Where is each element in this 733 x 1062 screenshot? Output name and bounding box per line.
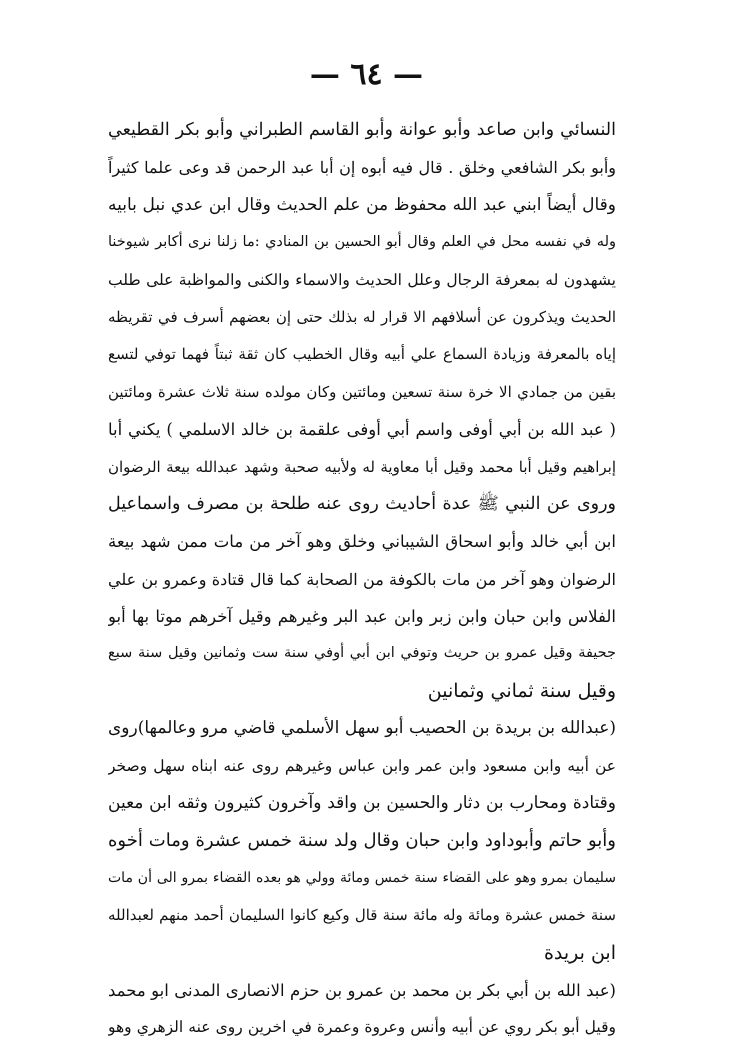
text-line: عن أبيه وابن مسعود وابن عمر وابن عباس وغيرهم روى عنه ابناه سهل وصخر xyxy=(108,756,616,775)
text-line: وأبو بكر الشافعي وخلق . قال فيه أبوه إن أبا عبد الرحمن قد وعى علما كثيراً xyxy=(108,158,616,178)
entry-heading-line: ( عبد الله بن أبي أوفى واسم أبي أوفى علقمة بن خالد الاسلمي ) يكني أبا xyxy=(108,420,616,440)
text-line: وله في نفسه محل في العلم وقال أبو الحسين بن المنادي :ما زلنا نرى أكابر شيوخنا xyxy=(108,234,616,251)
text-line: وقال أيضاً ابني عبد الله محفوظ من علم الحديث وقال ابن عدي نبل بابيه xyxy=(108,194,616,215)
page-number: — ٦٤ — xyxy=(309,57,424,92)
text-line: يشهدون له بمعرفة الرجال وعلل الحديث والاسماء والكنى والمواظبة على طلب xyxy=(108,270,616,289)
text-line: سنة خمس عشرة ومائة وله مائة سنة قال وكيع كانوا السليمان أحمد منهم لعبدالله xyxy=(108,906,616,925)
text-line: وأبو حاتم وأبوداود وابن حبان وقال ولد سنة خمس عشرة ومات أخوه xyxy=(108,830,616,852)
text-line: الرضوان وهو آخر من مات بالكوفة من الصحابة كما قال قتادة وعمرو بن علي xyxy=(108,569,616,589)
entry-heading-line: (عبد الله بن أبي بكر بن محمد بن عمرو بن حزم الانصارى المدنى ابو محمد xyxy=(108,980,616,1000)
text-line: وقيل أبو بكر روي عن أبيه وأنس وعروة وعمرة في اخرين روى عنه الزهري وهو xyxy=(108,1018,616,1037)
text-line: وروى عن النبي ﷺ عدة أحاديث روى عنه طلحة بن مصرف واسماعيل xyxy=(108,493,616,514)
text-line: بقين من جمادي الا خرة سنة تسعين ومائتين وكان مولده سنة ثلاث عشرة ومائتين xyxy=(108,382,616,401)
text-line: إياه بالمعرفة وزيادة السماع علي أبيه وقال الخطيب كان ثقة ثبتاً فهما توفي لتسع xyxy=(108,345,616,364)
entry-heading-line: (عبدالله بن بريدة بن الحصيب أبو سهل الأسلمي قاضي مرو وعالمها)روى xyxy=(108,718,616,739)
text-line: جحيفة وقيل عمرو بن حريث وتوفي ابن أبي أوفي سنة ست وثمانين وقيل سنة سبع xyxy=(108,645,616,662)
text-line: وقيل سنة ثماني وثمانين xyxy=(427,679,616,702)
text-line: وقتادة ومحارب بن دثار والحسين بن واقد وآخرون كثيرون وثقه ابن معين xyxy=(108,793,616,814)
text-line: الحديث ويذكرون عن أسلافهم الا قرار له بذلك حتى إن بعضهم أسرف في تقريظه xyxy=(108,307,616,326)
text-line: سليمان بمرو وهو على القضاء سنة خمس ومائة وولي هو بعده القضاء بمرو الى أن مات xyxy=(108,869,616,886)
text-line: ابن بريدة xyxy=(543,941,616,964)
body-text xyxy=(108,112,616,1047)
text-line: ابن أبي خالد وأبو اسحاق الشيباني وخلق وهو آخر من مات ممن شهد بيعة xyxy=(108,532,616,552)
text-line: النسائي وابن صاعد وأبو عوانة وأبو القاسم الطبراني وأبو بكر القطيعي xyxy=(108,120,616,140)
text-line: إبراهيم وقيل أبا محمد وقيل أبا معاوية له ولأبيه صحبة وشهد عبدالله بيعة الرضوان xyxy=(108,457,616,476)
text-line: الفلاس وابن حبان وابن زبر وابن عبد البر وغيرهم وقيل آخرهم موتا بها أبو xyxy=(108,607,616,627)
